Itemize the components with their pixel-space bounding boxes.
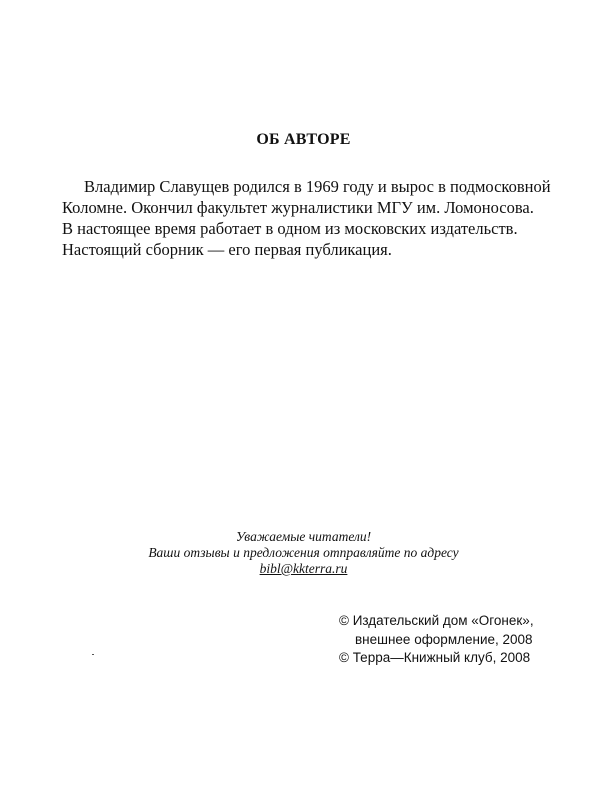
readers-notice	[0, 529, 607, 577]
email-link-wrapper	[0, 561, 607, 577]
scan-speck	[92, 654, 94, 655]
section-heading: ОБ АВТОРЕ	[256, 131, 351, 148]
bio-line: Владимир Славущев родился в 1969 году и вырос в подмосковной	[84, 177, 551, 196]
bio-line: В настоящее время работает в одном из московских издательств.	[62, 219, 518, 238]
author-bio	[62, 176, 556, 260]
copyright-block	[339, 612, 534, 668]
copyright-line-publisher: © Издательский дом «Огонек»,	[339, 613, 534, 628]
email-link[interactable]: bibl@kkterra.ru	[259, 561, 348, 576]
readers-greeting: Уважаемые читатели!	[235, 529, 372, 544]
copyright-line-club: © Терра—Книжный клуб, 2008	[339, 650, 531, 665]
copyright-line-design: внешнее оформление, 2008	[355, 631, 533, 647]
bio-line: Коломне. Окончил факультет журналистики МГУ им. Ломоносова.	[62, 198, 534, 217]
readers-request: Ваши отзывы и предложения отправляйте по адресу	[148, 545, 459, 560]
bio-line: Настоящий сборник — его первая публикация.	[62, 240, 392, 259]
